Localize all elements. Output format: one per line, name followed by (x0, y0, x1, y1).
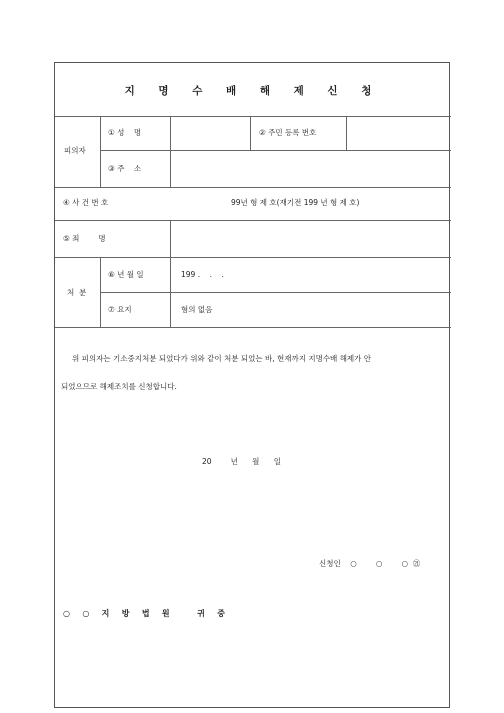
case-number-label: ④ 사 건 번 호 (63, 198, 109, 207)
divider (170, 220, 171, 257)
divider (55, 187, 451, 188)
divider (100, 150, 451, 151)
id-number-label: ② 주민 등록 번호 (259, 128, 317, 137)
application-form (54, 62, 450, 708)
disposition-date-value: 199 . . . (181, 270, 224, 279)
statement-line-1: 위 피의자는 기소중지처분 되었다가 위와 같이 처분 되었는 바, 현재까지 지명수배 해제가 안 (72, 354, 372, 363)
form-title: 지 명 수 배 해 제 신 청 (124, 85, 382, 97)
divider (250, 116, 251, 150)
divider (55, 327, 451, 328)
divider (100, 116, 101, 187)
summary-label: ⑦ 요지 (108, 305, 132, 314)
court-addressee: ○ ○ 지 방 법 원 귀 중 (63, 609, 226, 618)
summary-value: 혐의 없음 (181, 305, 213, 314)
divider (100, 257, 101, 327)
statement-line-2: 되었으므로 해제조치를 신청합니다. (61, 382, 177, 391)
crime-label: ⑤ 죄 명 (63, 234, 106, 243)
suspect-label: 피의자 (64, 146, 86, 155)
application-date: 20 년 월 일 (202, 457, 281, 466)
case-number-value: 99년 형 제 호(재기전 199 년 형 제 호) (231, 198, 360, 207)
divider (346, 116, 347, 150)
divider (55, 257, 451, 258)
address-label: ③ 주 소 (108, 164, 142, 173)
disposition-label: 처 분 (67, 288, 87, 297)
applicant-signature: 신청인 ○ ○ ○ ㉑ (319, 559, 421, 568)
name-label: ① 성 명 (108, 128, 142, 137)
divider (55, 220, 451, 221)
divider (170, 257, 171, 327)
divider (55, 116, 451, 117)
disposition-date-label: ⑥ 년 월 일 (108, 270, 144, 279)
divider (170, 116, 171, 187)
divider (100, 292, 451, 293)
